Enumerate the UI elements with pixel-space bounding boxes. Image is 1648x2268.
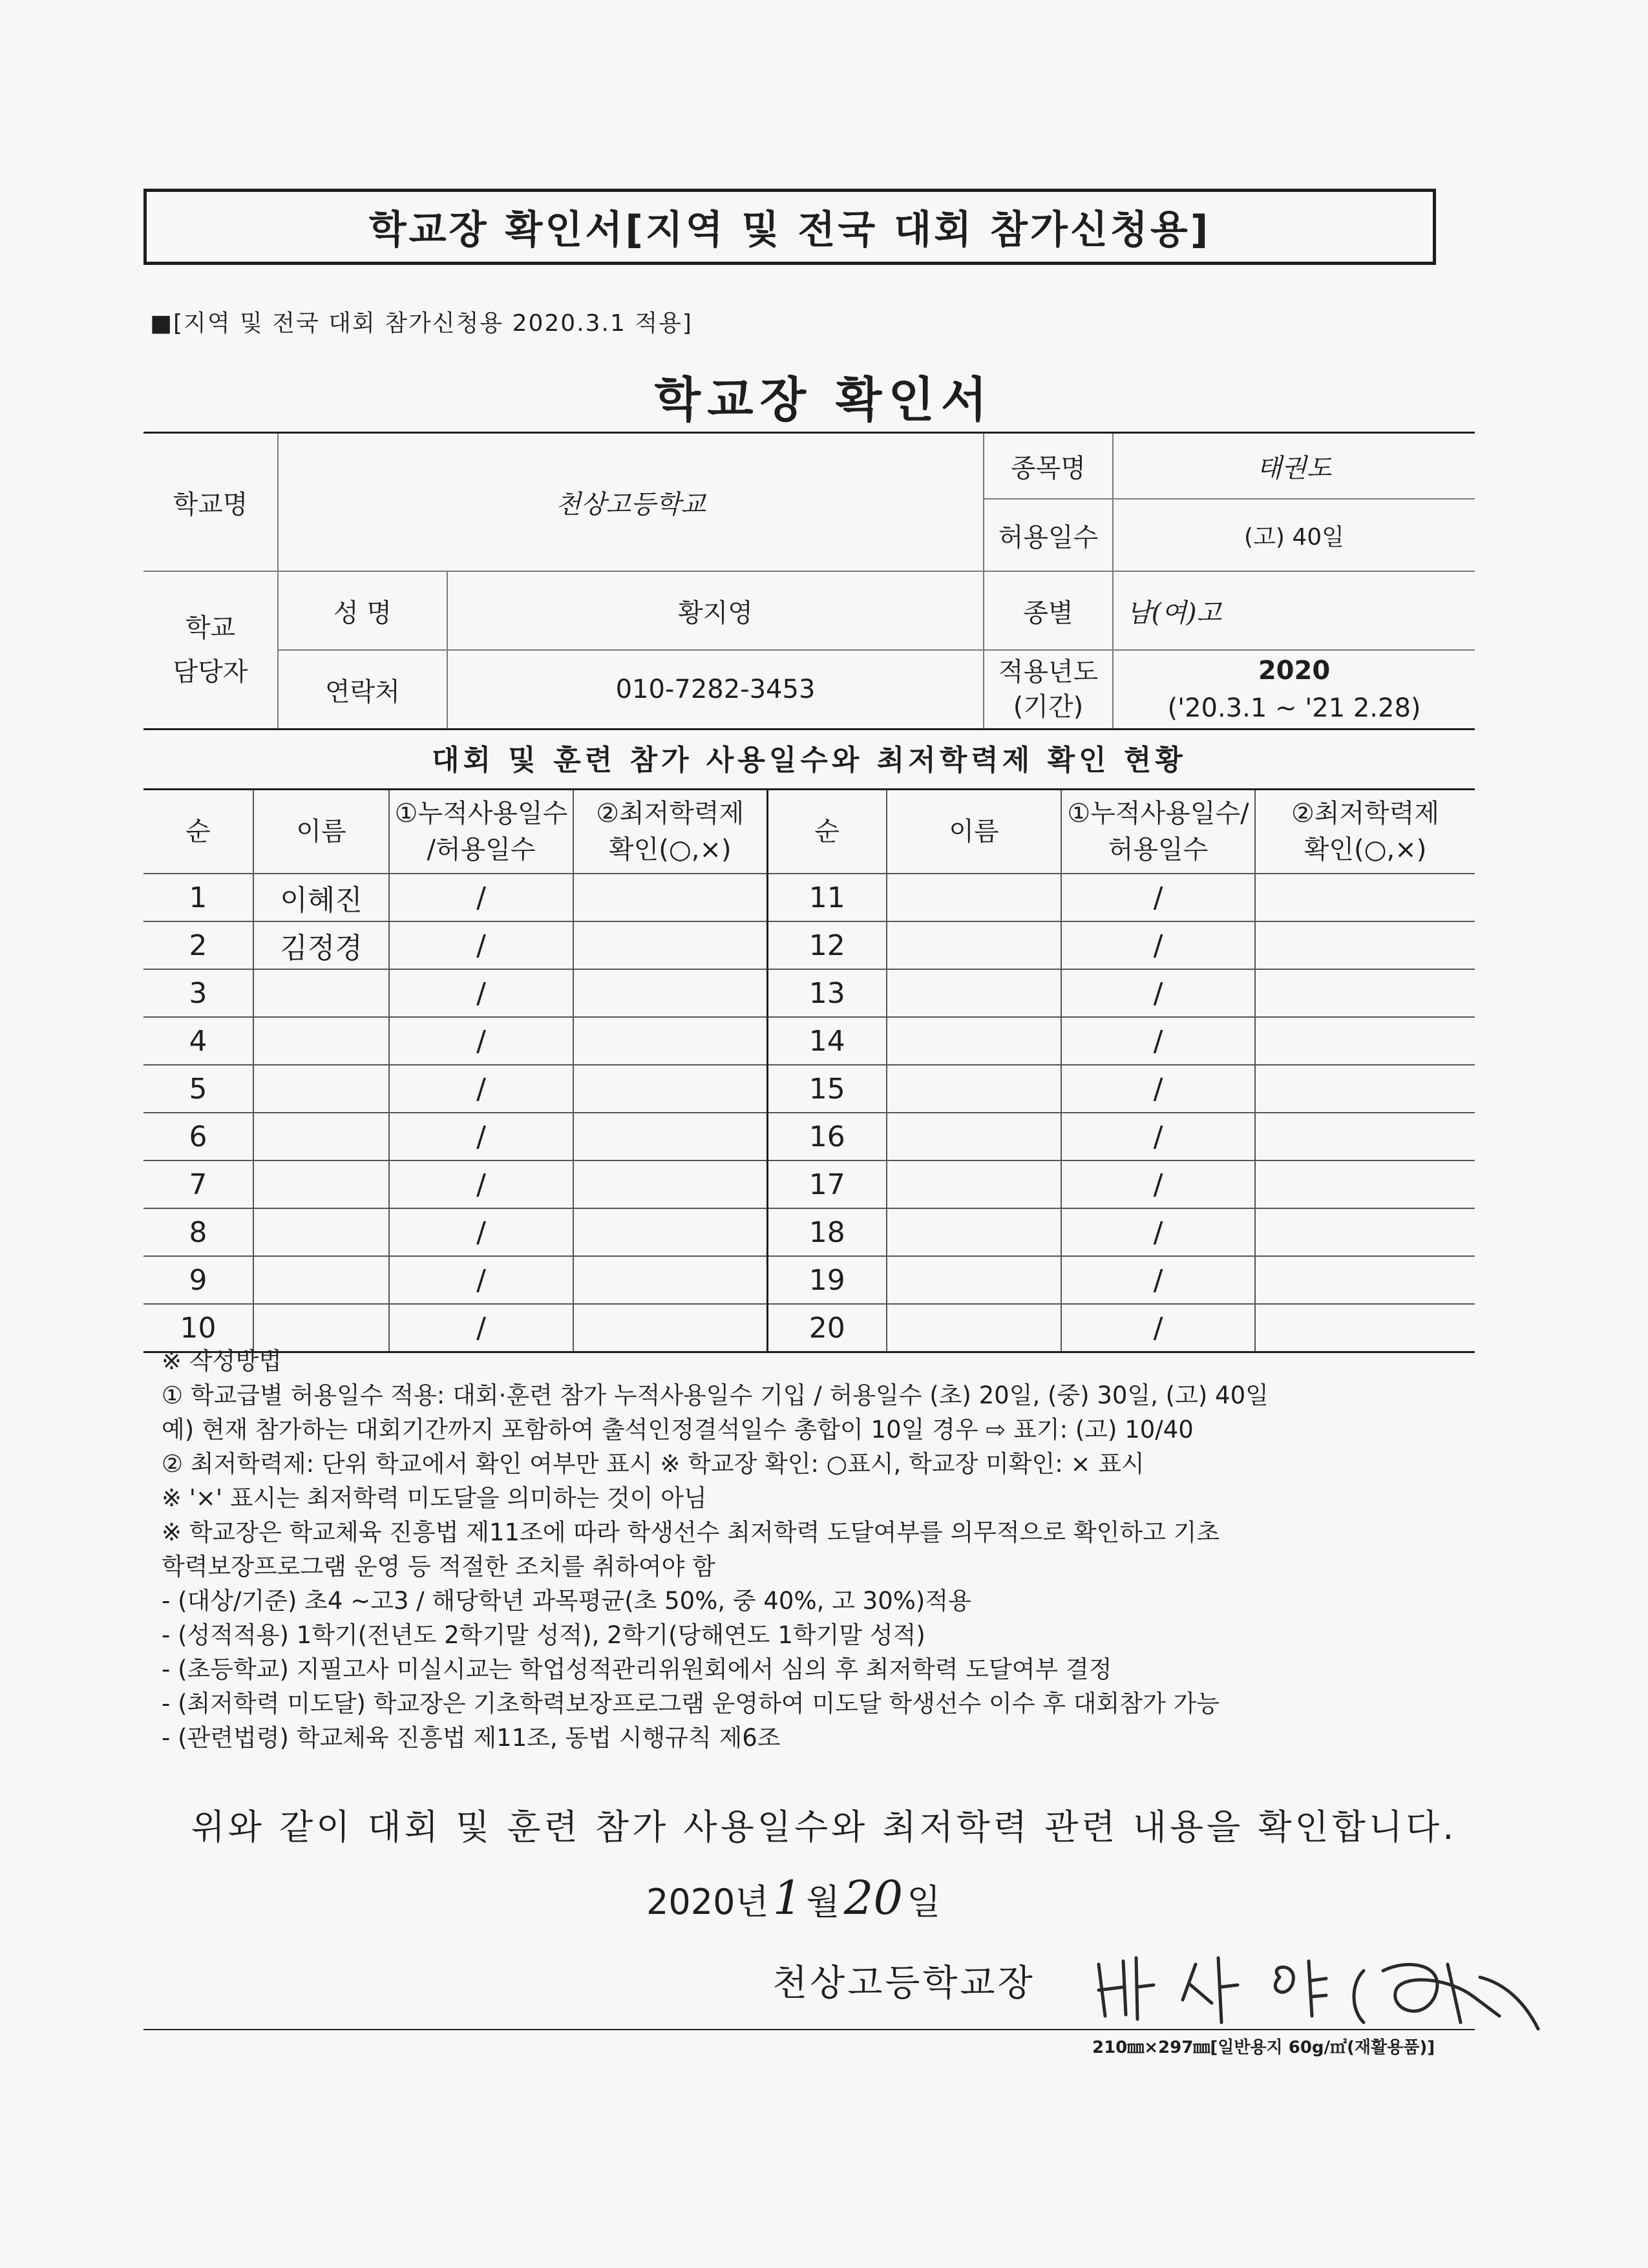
school-info-table [143,432,1475,730]
row-check [573,874,767,921]
instruction-line: - (초등학교) 지필고사 미실시교는 학업성적관리위원회에서 심의 후 최저학력 도달여부 결정 [162,1655,1112,1683]
row-name [887,1160,1061,1208]
row-days: / [389,1304,573,1352]
row-check [573,1065,767,1113]
instruction-line: ※ '×' 표시는 최저학력 미도달을 의미하는 것이 아님 [162,1484,707,1512]
school-name-value: 천상고등학교 [278,433,984,572]
row-days: / [1061,1304,1255,1352]
col-no-header: 순 [143,790,253,874]
row-check [573,921,767,969]
row-days: / [389,969,573,1017]
col-check-header-right: ②최저학력제 확인(○,×) [1255,790,1475,874]
row-days: / [1061,874,1255,921]
instruction-line: - (대상/기준) 초4 ~고3 / 해당학년 과목평균(초 50%, 중 40%, 고 30%)적용 [162,1587,971,1615]
row-days: / [1061,1065,1255,1113]
table-row [143,921,1475,969]
row-days: / [389,1256,573,1304]
row-days: / [1061,969,1255,1017]
row-check [1255,1065,1475,1113]
gender-value: 남(여)고 [1113,571,1475,650]
table-row [143,874,1475,921]
row-no: 17 [767,1160,887,1208]
row-check [573,969,767,1017]
instruction-line: - (최저학력 미도달) 학교장은 기초학력보장프로그램 운영하여 미도달 학생선수 이수 후 대회참가 가능 [162,1690,1220,1717]
row-no: 14 [767,1017,887,1065]
row-check [1255,1208,1475,1256]
instruction-line: 학력보장프로그램 운영 등 적절한 조치를 취하여야 함 [162,1553,715,1580]
col-days-header-right: ①누적사용일수/ 허용일수 [1061,790,1255,874]
row-check [573,1113,767,1160]
row-no: 6 [143,1113,253,1160]
date-month-unit: 월 [806,1882,840,1922]
apply-year-label: 적용년도 (기간) [984,650,1113,730]
row-no: 2 [143,921,253,969]
allowed-days-value: (고) 40일 [1113,499,1475,571]
document-title-box [143,189,1436,265]
instruction-line: 예) 현재 참가하는 대회기간까지 포함하여 출석인정결석일수 총합이 10일 경우 ⇨ 표기: (고) 10/40 [162,1416,1194,1444]
col-name-header-right: 이름 [887,790,1061,874]
form-subnote: ■[지역 및 전국 대회 참가신청용 2020.3.1 적용] [150,310,693,337]
instruction-line: - (성적적용) 1학기(전년도 2학기말 성적), 2학기(당해연도 1학기말 성적) [162,1621,925,1649]
row-no: 9 [143,1256,253,1304]
row-check [1255,1017,1475,1065]
row-no: 5 [143,1065,253,1113]
table-row [143,1256,1475,1304]
apply-year-value [1113,650,1475,730]
row-days: / [389,1065,573,1113]
gender-label: 종별 [984,571,1113,650]
row-name [253,1113,389,1160]
row-name [887,1065,1061,1113]
principal-title: 천상고등학교장 [772,1962,1035,2004]
row-days: / [1061,921,1255,969]
row-check [1255,1113,1475,1160]
row-check [573,1208,767,1256]
row-days: / [389,1017,573,1065]
row-no: 15 [767,1065,887,1113]
instruction-line: ② 최저학력제: 단위 학교에서 확인 여부만 표시 ※ 학교장 확인: ○표시, 학교장 미확인: × 표시 [162,1450,1145,1478]
date-month: 1 [772,1871,803,1925]
signature-image [1086,1938,1577,2048]
name-value: 황지영 [447,571,984,650]
row-check [573,1017,767,1065]
date-year: 2020년 [646,1882,769,1922]
row-no: 19 [767,1256,887,1304]
row-no: 11 [767,874,887,921]
row-days: / [1061,1113,1255,1160]
row-name [253,1160,389,1208]
confirmation-statement: 위와 같이 대회 및 훈련 참가 사용일수와 최저학력 관련 내용을 확인합니다. [191,1807,1457,1847]
row-days: / [389,1160,573,1208]
row-no: 4 [143,1017,253,1065]
row-name [887,1256,1061,1304]
row-days: / [1061,1017,1255,1065]
date-day: 20 [843,1871,903,1925]
usage-table [143,788,1475,1353]
col-check-header: ②최저학력제 확인(○,×) [573,790,767,874]
table-row [143,1017,1475,1065]
usage-section-title: 대회 및 훈련 참가 사용일수와 최저학력제 확인 현황 [432,744,1187,777]
table-row [143,1065,1475,1113]
col-days-header: ①누적사용일수 /허용일수 [389,790,573,874]
row-days: / [389,1208,573,1256]
contact-person-label: 학교 담당자 [143,571,278,730]
row-name [253,969,389,1017]
table-row [143,1208,1475,1256]
row-no: 12 [767,921,887,969]
row-name [253,1208,389,1256]
row-name [887,1113,1061,1160]
row-no: 3 [143,969,253,1017]
row-name [253,1256,389,1304]
row-name [887,874,1061,921]
instruction-line: ① 학교급별 허용일수 적용: 대회·훈련 참가 누적사용일수 기입 / 허용일수 (초) 20일, (중) 30일, (고) 40일 [162,1381,1269,1409]
table-row [143,1160,1475,1208]
row-days: / [1061,1208,1255,1256]
row-no: 7 [143,1160,253,1208]
row-no: 16 [767,1113,887,1160]
row-check [1255,921,1475,969]
row-days: / [389,874,573,921]
row-name [887,969,1061,1017]
row-check [573,1256,767,1304]
document-title: 학교장 확인서[지역 및 전국 대회 참가신청용] [368,207,1211,253]
row-days: / [1061,1256,1255,1304]
row-check [1255,969,1475,1017]
row-no: 8 [143,1208,253,1256]
table-row [143,969,1475,1017]
row-no: 20 [767,1304,887,1352]
usage-header-row [143,790,1475,874]
name-label: 성 명 [278,571,447,650]
row-days: / [389,921,573,969]
instruction-line: ※ 작성방법 [162,1347,282,1375]
col-no-header-right: 순 [767,790,887,874]
instruction-line: - (관련법령) 학교체육 진흥법 제11조, 동법 시행규칙 제6조 [162,1724,781,1752]
school-name-label: 학교명 [143,433,278,572]
row-name [887,1017,1061,1065]
instructions [162,1344,1493,1755]
table-row [143,1113,1475,1160]
bottom-divider [143,2029,1475,2030]
row-name [887,1208,1061,1256]
phone-label: 연락처 [278,650,447,730]
row-name: 김정경 [253,921,389,969]
sport-value: 태권도 [1113,433,1475,499]
row-days: / [389,1113,573,1160]
row-check [1255,1256,1475,1304]
apply-year: 2020 [1258,656,1331,686]
apply-period: ('20.3.1 ~ '21 2.28) [1167,693,1421,723]
sport-label: 종목명 [984,433,1113,499]
phone-value: 010-7282-3453 [447,650,984,730]
row-no: 1 [143,874,253,921]
row-check [573,1160,767,1208]
row-check [1255,874,1475,921]
row-days: / [1061,1160,1255,1208]
row-name [253,1017,389,1065]
main-title: 학교장 확인서 [654,372,994,428]
allowed-days-label: 허용일수 [984,499,1113,571]
row-name: 이혜진 [253,874,389,921]
row-check [1255,1160,1475,1208]
row-name [253,1065,389,1113]
signed-date [646,1871,940,1925]
date-day-unit: 일 [907,1882,941,1922]
row-no: 18 [767,1208,887,1256]
row-name [887,921,1061,969]
instruction-line: ※ 학교장은 학교체육 진흥법 제11조에 따라 학생선수 최저학력 도달여부를 의무적으로 확인하고 기초 [162,1518,1220,1546]
col-name-header: 이름 [253,790,389,874]
row-no: 10 [143,1304,253,1352]
row-no: 13 [767,969,887,1017]
paper-spec: 210㎜×297㎜[일반용지 60g/㎡(재활용품)] [1092,2038,1435,2057]
